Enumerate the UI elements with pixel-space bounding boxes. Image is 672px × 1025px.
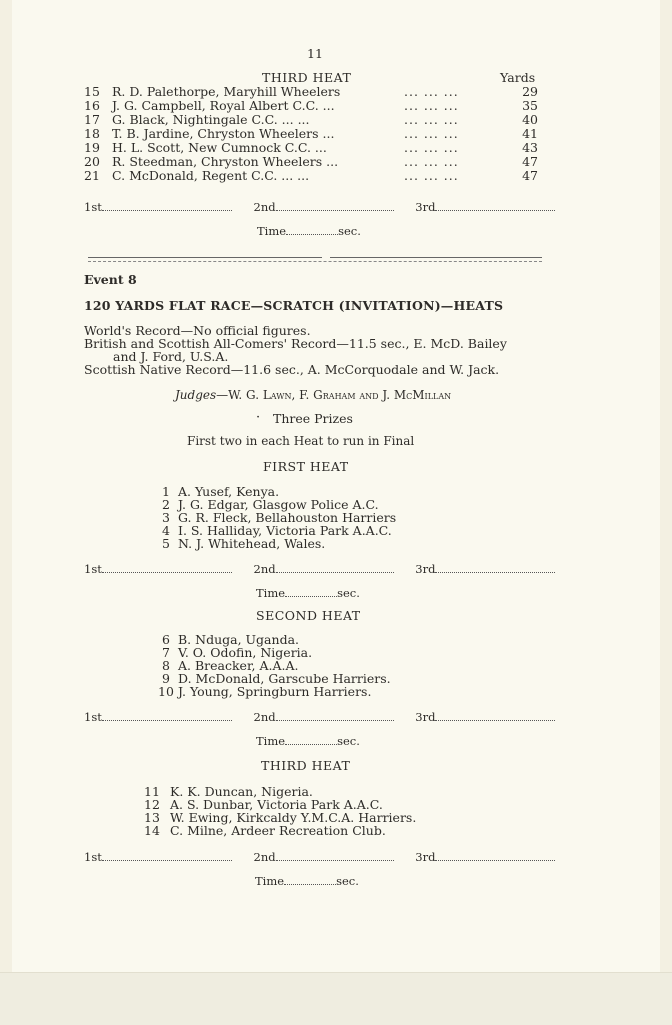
third-blank [435, 562, 555, 573]
page-number: 11 [307, 46, 323, 61]
heat-title: SECOND HEAT [256, 608, 361, 623]
qualify-note: First two in each Heat to run in Final [187, 434, 415, 448]
leader-dots: ... ... ... [404, 154, 459, 169]
entry-name: C. Milne, Ardeer Recreation Club. [170, 823, 386, 838]
judges-line [175, 388, 451, 402]
third-blank [435, 200, 555, 211]
entry-number: 6 [162, 632, 170, 647]
first-label: 1st [84, 562, 102, 576]
entry-name: J. G. Campbell, Royal Albert C.C. ... [112, 98, 335, 113]
event-title: 120 YARDS FLAT RACE—SCRATCH (INVITATION)—HEATS [84, 298, 504, 313]
time-line [256, 586, 360, 600]
third-blank [435, 710, 555, 721]
entry-yards: 41 [522, 126, 538, 141]
entry-name: V. O. Odofin, Nigeria. [178, 645, 313, 660]
sec-label: sec. [337, 586, 360, 600]
placings-line [84, 710, 555, 724]
entry-name: A. Yusef, Kenya. [178, 484, 280, 499]
third-blank [435, 850, 555, 861]
leader-dots: ... ... ... [404, 84, 459, 99]
entry-yards: 40 [522, 112, 538, 127]
entry-yards: 47 [522, 154, 538, 169]
sec-label: sec. [338, 224, 361, 238]
entry-number: 3 [162, 510, 170, 525]
entry-yards: 47 [522, 168, 538, 183]
page-bottom-margin [0, 972, 672, 1025]
entry-number: 1 [162, 484, 170, 499]
entry-number: 18 [84, 126, 100, 141]
section-divider-faint [88, 261, 542, 262]
entry-name: H. L. Scott, New Cumnock C.C. ... [112, 140, 327, 155]
sec-label: sec. [337, 734, 360, 748]
entry-yards: 43 [522, 140, 538, 155]
entry-name: N. J. Whitehead, Wales. [178, 536, 326, 551]
first-label: 1st [84, 850, 102, 864]
leader-dots: ... ... ... [404, 140, 459, 155]
entry-name: C. McDonald, Regent C.C. ... ... [112, 168, 310, 183]
prizes: Three Prizes [273, 411, 353, 426]
entry-name: A. S. Dunbar, Victoria Park A.A.C. [170, 797, 383, 812]
british-record: British and Scottish All-Comers' Record—11.5 sec., E. McD. Bailey [84, 336, 507, 351]
entry-name: G. Black, Nightingale C.C. ... ... [112, 112, 310, 127]
entry-yards: 29 [522, 84, 538, 99]
time-blank [285, 586, 337, 597]
first-blank [102, 850, 232, 861]
second-blank [276, 200, 394, 211]
entry-name: A. Breacker, A.A.A. [178, 658, 299, 673]
heat-title: THIRD HEAT [261, 758, 351, 773]
first-label: 1st [84, 200, 102, 214]
section-divider [88, 257, 322, 258]
entry-name: I. S. Halliday, Victoria Park A.A.C. [178, 523, 392, 538]
world-record: World's Record—No official figures. [84, 323, 311, 338]
judges-label: Judges [175, 388, 217, 402]
entry-name: W. Ewing, Kirkcaldy Y.M.C.A. Harriers. [170, 810, 417, 825]
second-label: 2nd [253, 200, 276, 214]
second-blank [276, 850, 394, 861]
entry-number: 14 [144, 823, 160, 838]
leader-dots: ... ... ... [404, 98, 459, 113]
entry-number: 15 [84, 84, 100, 99]
entry-name: T. B. Jardine, Chryston Wheelers ... [112, 126, 335, 141]
entry-number: 16 [84, 98, 100, 113]
entry-number: 12 [144, 797, 160, 812]
first-label: 1st [84, 710, 102, 724]
prizes-bullet: · [256, 410, 261, 425]
event-label: Event 8 [84, 272, 137, 287]
placings-line [84, 562, 555, 576]
third-label: 3rd [415, 200, 436, 214]
first-blank [102, 710, 232, 721]
second-label: 2nd [253, 850, 276, 864]
placings-line [84, 850, 555, 864]
entry-name: R. D. Palethorpe, Maryhill Wheelers [112, 84, 341, 99]
third-label: 3rd [415, 562, 436, 576]
second-blank [276, 710, 394, 721]
time-blank [285, 734, 337, 745]
entry-number: 21 [84, 168, 100, 183]
time-blank [286, 224, 338, 235]
list-item [84, 154, 544, 168]
list-item [84, 126, 544, 140]
second-blank [276, 562, 394, 573]
leader-dots: ... ... ... [404, 168, 459, 183]
time-blank [284, 874, 336, 885]
heat-title-top: THIRD HEAT [262, 70, 352, 85]
entry-number: 8 [162, 658, 170, 673]
placings-line [84, 200, 555, 214]
list-item [84, 112, 544, 126]
entry-number: 17 [84, 112, 100, 127]
entry-name: G. R. Fleck, Bellahouston Harriers [178, 510, 397, 525]
third-label: 3rd [415, 850, 436, 864]
entry-number: 20 [84, 154, 100, 169]
time-line [256, 734, 360, 748]
time-line [257, 224, 361, 238]
time-label: Time [255, 874, 285, 888]
entry-number: 9 [162, 671, 170, 686]
second-label: 2nd [253, 562, 276, 576]
leader-dots: ... ... ... [404, 126, 459, 141]
list-item [84, 140, 544, 154]
heat-title: FIRST HEAT [263, 459, 349, 474]
sec-label: sec. [336, 874, 359, 888]
entry-number: 2 [162, 497, 170, 512]
entry-number: 4 [162, 523, 170, 538]
scottish-record: Scottish Native Record—11.6 sec., A. McCorquodale and W. Jack. [84, 362, 500, 377]
yards-header: Yards [500, 70, 536, 85]
list-item [84, 168, 544, 182]
entry-name: J. G. Edgar, Glasgow Police A.C. [178, 497, 379, 512]
first-blank [102, 200, 232, 211]
list-item [84, 98, 544, 112]
entry-number: 7 [162, 645, 170, 660]
entry-name: R. Steedman, Chryston Wheelers ... [112, 154, 339, 169]
time-line [255, 874, 359, 888]
entry-number: 5 [162, 536, 170, 551]
entry-name: K. K. Duncan, Nigeria. [170, 784, 313, 799]
entry-number: 13 [144, 810, 160, 825]
entry-number: 11 [144, 784, 160, 799]
time-label: Time [257, 224, 287, 238]
judges-names: —W. G. Lawn, F. Graham and J. McMillan [216, 388, 452, 402]
entry-name: J. Young, Springburn Harriers. [178, 684, 372, 699]
british-record-cont: and J. Ford, U.S.A. [113, 349, 229, 364]
entry-name: B. Nduga, Uganda. [178, 632, 299, 647]
entry-number: 10 [158, 684, 174, 699]
section-divider [330, 257, 542, 258]
list-item [84, 84, 544, 98]
entry-yards: 35 [522, 98, 538, 113]
entry-number: 19 [84, 140, 100, 155]
third-label: 3rd [415, 710, 436, 724]
second-label: 2nd [253, 710, 276, 724]
time-label: Time [256, 586, 286, 600]
entry-name: D. McDonald, Garscube Harriers. [178, 671, 391, 686]
leader-dots: ... ... ... [404, 112, 459, 127]
time-label: Time [256, 734, 286, 748]
first-blank [102, 562, 232, 573]
